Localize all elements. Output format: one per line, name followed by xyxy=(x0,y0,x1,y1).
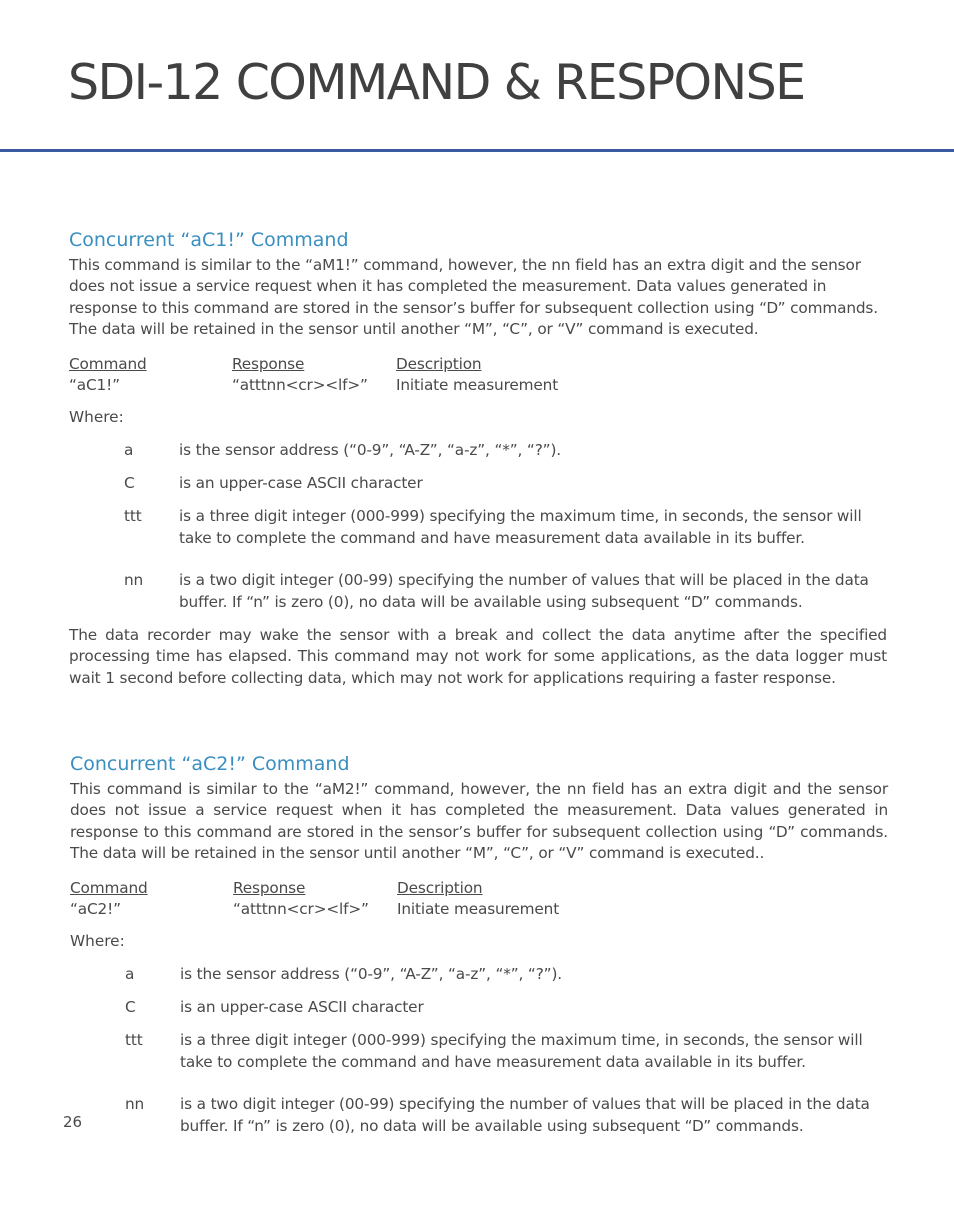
definition-row xyxy=(69,506,887,549)
definition-row xyxy=(70,1094,888,1137)
definition-term: a xyxy=(124,440,134,459)
section-heading: Concurrent “aC1!” Command xyxy=(69,229,349,251)
definition-row xyxy=(70,1030,888,1073)
cell-description: Initiate measurement xyxy=(397,899,560,918)
column-header-command: Command xyxy=(70,878,148,897)
definition-row xyxy=(69,570,887,613)
section-intro: This command is similar to the “aM2!” command, however, the nn field has an extra digit and the sensor does not issue a service request when it has completed the measurement. Data values generated in response to this command are stored in the sensor’s buffer for subsequent collection using “D” commands. The data will be retained in the sensor until another “M”, “C”, or “V” command is executed.. xyxy=(70,780,888,863)
section-note: The data recorder may wake the sensor with a break and collect the data anytime after the specified processing time has elapsed. This command may not work for some applications, as the data logger must wait 1 second before collecting data, which may not work for applications requiring a faster response. xyxy=(69,626,887,687)
command-table xyxy=(70,878,888,920)
definition-row xyxy=(70,964,888,985)
page-title: SDI-12 COMMAND & RESPONSE xyxy=(68,54,805,111)
column-header-response: Response xyxy=(232,354,305,373)
definition-text: is the sensor address (“0-9”, “A-Z”, “a-z”, “*”, “?”). xyxy=(180,964,562,983)
definition-text: is a three digit integer (000-999) specifying the maximum time, in seconds, the sensor will take to complete the command and have measurement data available in its buffer. xyxy=(179,507,862,547)
command-table xyxy=(69,354,887,396)
cell-description: Initiate measurement xyxy=(396,375,559,394)
definition-term: nn xyxy=(125,1095,145,1114)
cell-command: “aC1!” xyxy=(69,375,120,394)
section-ac2-command xyxy=(70,752,888,1137)
cell-response: “atttnn<cr><lf>” xyxy=(232,375,368,394)
definition-term: ttt xyxy=(125,1031,143,1050)
definition-text: is the sensor address (“0-9”, “A-Z”, “a-z”, “*”, “?”). xyxy=(179,440,561,459)
cell-command: “aC2!” xyxy=(70,899,121,918)
section-ac1-command xyxy=(69,228,887,689)
definition-text: is an upper-case ASCII character xyxy=(179,474,423,493)
definition-term: nn xyxy=(124,571,144,590)
definition-text: is a three digit integer (000-999) specifying the maximum time, in seconds, the sensor will take to complete the command and have measurement data available in its buffer. xyxy=(180,1031,863,1071)
definition-term: a xyxy=(125,964,135,983)
page-number: 26 xyxy=(63,1113,83,1131)
definition-row xyxy=(70,997,888,1018)
column-header-description: Description xyxy=(396,354,482,373)
column-header-command: Command xyxy=(69,354,147,373)
column-header-description: Description xyxy=(397,878,483,897)
definition-text: is a two digit integer (00-99) specifying the number of values that will be placed in the data buffer. If “n” is zero (0), no data will be available using subsequent “D” commands. xyxy=(179,571,869,611)
where-label: Where: xyxy=(69,407,124,426)
definition-term: C xyxy=(125,998,136,1017)
definition-row xyxy=(69,473,887,494)
cell-response: “atttnn<cr><lf>” xyxy=(233,899,369,918)
definition-term: C xyxy=(124,474,135,493)
definition-term: ttt xyxy=(124,507,142,526)
definition-text: is a two digit integer (00-99) specifying the number of values that will be placed in the data buffer. If “n” is zero (0), no data will be available using subsequent “D” commands. xyxy=(180,1095,870,1135)
definition-text: is an upper-case ASCII character xyxy=(180,998,424,1017)
section-heading: Concurrent “aC2!” Command xyxy=(70,753,350,775)
column-header-response: Response xyxy=(233,878,306,897)
definition-row xyxy=(69,440,887,461)
where-label: Where: xyxy=(70,931,125,950)
section-intro: This command is similar to the “aM1!” command, however, the nn field has an extra digit and the sensor does not issue a service request when it has completed the measurement. Data values generated in response to this command are stored in the sensor’s buffer for subsequent collection using “D” commands. The data will be retained in the sensor until another “M”, “C”, or “V” command is executed. xyxy=(69,256,878,339)
title-divider xyxy=(0,149,954,152)
